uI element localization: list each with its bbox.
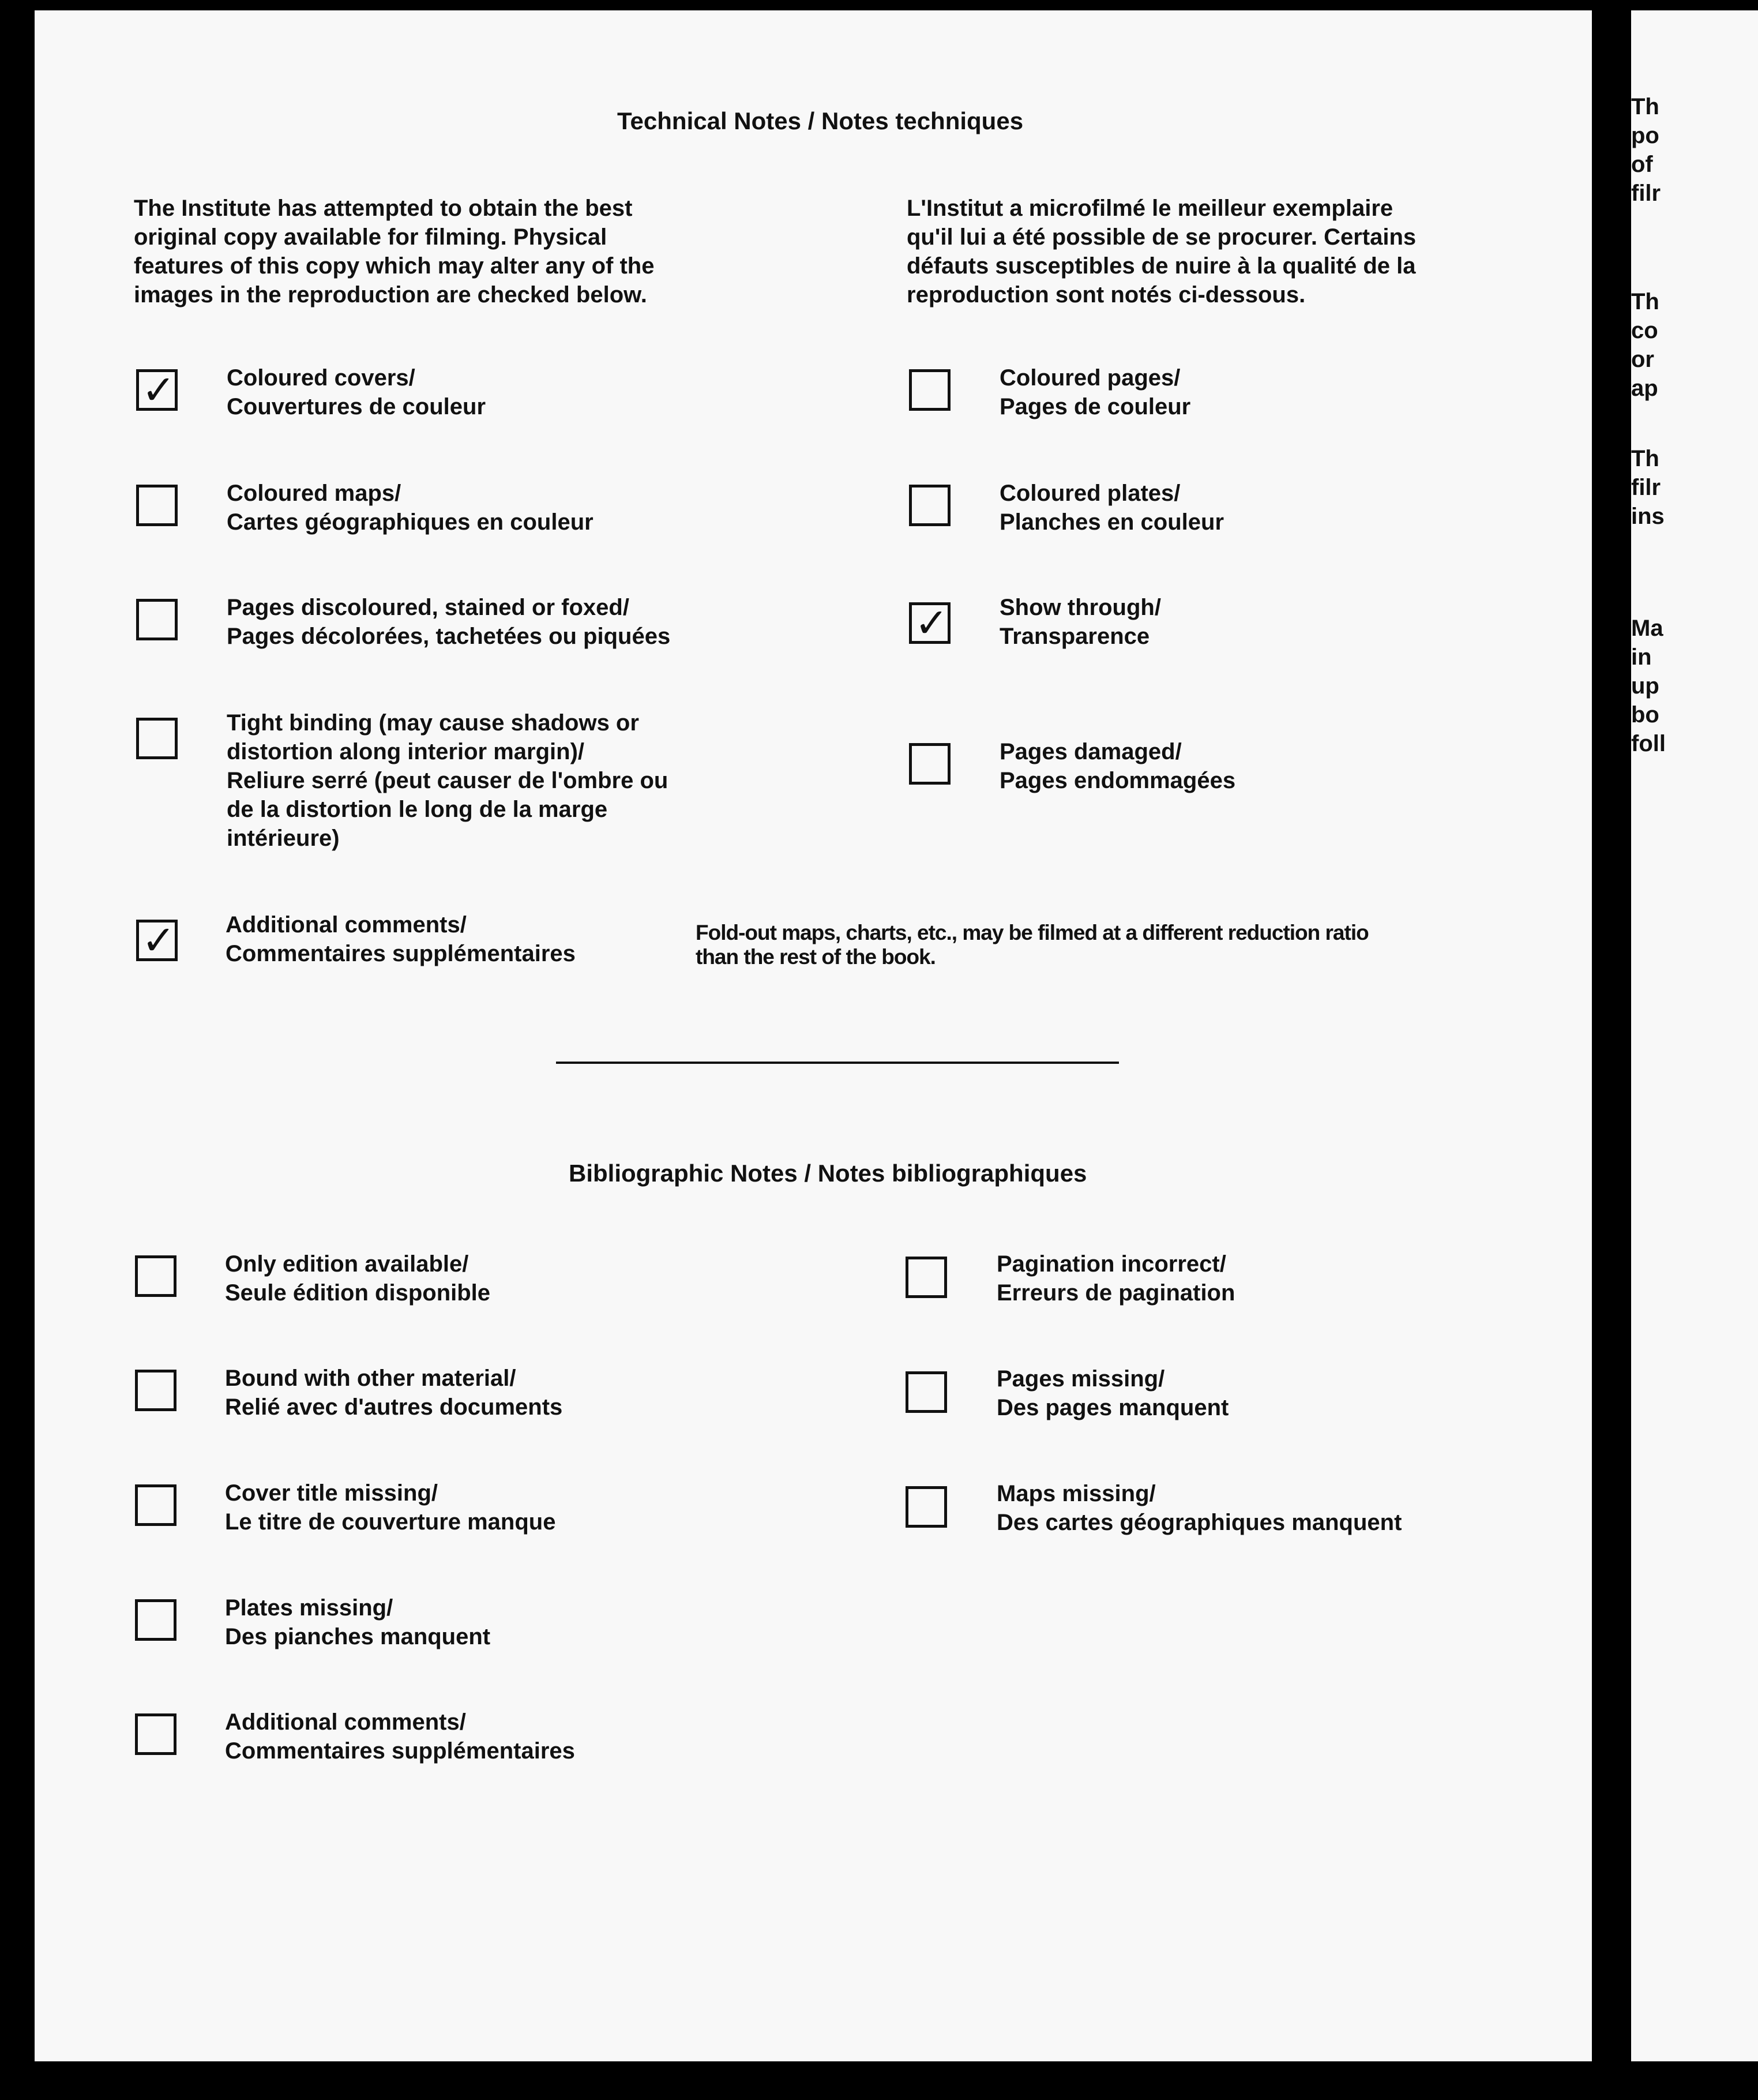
section-divider xyxy=(556,1062,1119,1064)
additional-comment-note: Fold-out maps, charts, etc., may be filmed at a different reduction ratio than the rest of the book. xyxy=(696,921,1369,969)
item-label: Pages damaged/ Pages endommagées xyxy=(1000,739,1236,793)
checkbox[interactable] xyxy=(135,1713,176,1755)
item-label: Coloured covers/ Couvertures de couleur xyxy=(227,365,486,419)
intro-en-line: images in the reproduction are checked below. xyxy=(134,282,647,308)
item-label: Pagination incorrect/ Erreurs de pagination xyxy=(997,1251,1235,1306)
intro-french xyxy=(907,194,1416,309)
checkbox[interactable] xyxy=(135,1370,176,1411)
checkbox[interactable] xyxy=(909,485,951,526)
intro-fr-line: reproduction sont notés ci-dessous. xyxy=(907,282,1306,308)
item-label: Pages discoloured, stained or foxed/ Pages décolorées, tachetées ou piquées xyxy=(227,595,671,649)
checkbox[interactable] xyxy=(135,1255,176,1297)
intro-english xyxy=(134,194,654,309)
checkbox[interactable] xyxy=(135,1484,176,1526)
checkbox[interactable] xyxy=(909,743,951,785)
item-label: Coloured plates/ Planches en couleur xyxy=(1000,481,1224,535)
checkbox[interactable] xyxy=(136,599,178,640)
check-icon: ✓ xyxy=(141,918,176,963)
checkbox[interactable] xyxy=(136,485,178,526)
next-page-block: Ma in up bo foll xyxy=(1631,616,1666,756)
item-label: Pages missing/ Des pages manquent xyxy=(997,1366,1229,1420)
item-label: Maps missing/ Des cartes géographiques manquent xyxy=(997,1481,1402,1535)
scanned-page xyxy=(35,10,1592,2061)
intro-en-line: original copy available for filming. Physical xyxy=(134,224,607,250)
intro-en-line: The Institute has attempted to obtain the best xyxy=(134,196,633,221)
intro-fr-line: qu'il lui a été possible de se procurer. Certains xyxy=(907,224,1417,250)
checkbox[interactable] xyxy=(906,1486,947,1528)
item-label: Tight binding (may cause shadows or distortion along interior margin)/ Reliure serré (peut causer de l'ombre ou de la distortion le long de la marge intérieure) xyxy=(227,710,668,851)
item-label: Plates missing/ Des pianches manquent xyxy=(225,1595,491,1649)
intro-en-line: features of this copy which may alter any of the xyxy=(134,253,655,279)
item-label: Bound with other material/ Relié avec d'autres documents xyxy=(225,1366,563,1420)
next-page-block: Th filr ins xyxy=(1631,446,1665,529)
intro-fr-line: défauts susceptibles de nuire à la qualité de la xyxy=(907,253,1416,279)
item-label: Additional comments/ Commentaires supplémentaires xyxy=(225,1709,575,1764)
checkbox[interactable] xyxy=(909,602,951,644)
item-label: Cover title missing/ Le titre de couverture manque xyxy=(225,1480,556,1535)
item-label: Coloured maps/ Cartes géographiques en couleur xyxy=(227,481,593,535)
check-icon: ✓ xyxy=(914,601,949,646)
checkbox[interactable] xyxy=(906,1257,947,1298)
next-page-block: Th co or ap xyxy=(1631,289,1659,401)
item-label: Additional comments/ Commentaires supplémentaires xyxy=(226,912,576,966)
check-icon: ✓ xyxy=(141,367,176,412)
item-label: Coloured pages/ Pages de couleur xyxy=(1000,365,1191,419)
checkbox[interactable] xyxy=(136,369,178,411)
checkbox[interactable] xyxy=(136,920,178,961)
checkbox[interactable] xyxy=(909,369,951,411)
item-label: Show through/ Transparence xyxy=(1000,595,1161,649)
checkbox[interactable] xyxy=(135,1599,176,1641)
bibliographic-notes-heading: Bibliographic Notes / Notes bibliographiques xyxy=(569,1160,1087,1187)
checkbox[interactable] xyxy=(136,718,178,759)
next-page-block: Th po of filr xyxy=(1631,94,1661,206)
checkbox[interactable] xyxy=(906,1371,947,1413)
technical-notes-heading: Technical Notes / Notes techniques xyxy=(617,107,1024,134)
next-page-fragment xyxy=(1631,10,1758,2061)
intro-fr-line: L'Institut a microfilmé le meilleur exemplaire xyxy=(907,196,1393,221)
item-label: Only edition available/ Seule édition disponible xyxy=(225,1251,491,1306)
